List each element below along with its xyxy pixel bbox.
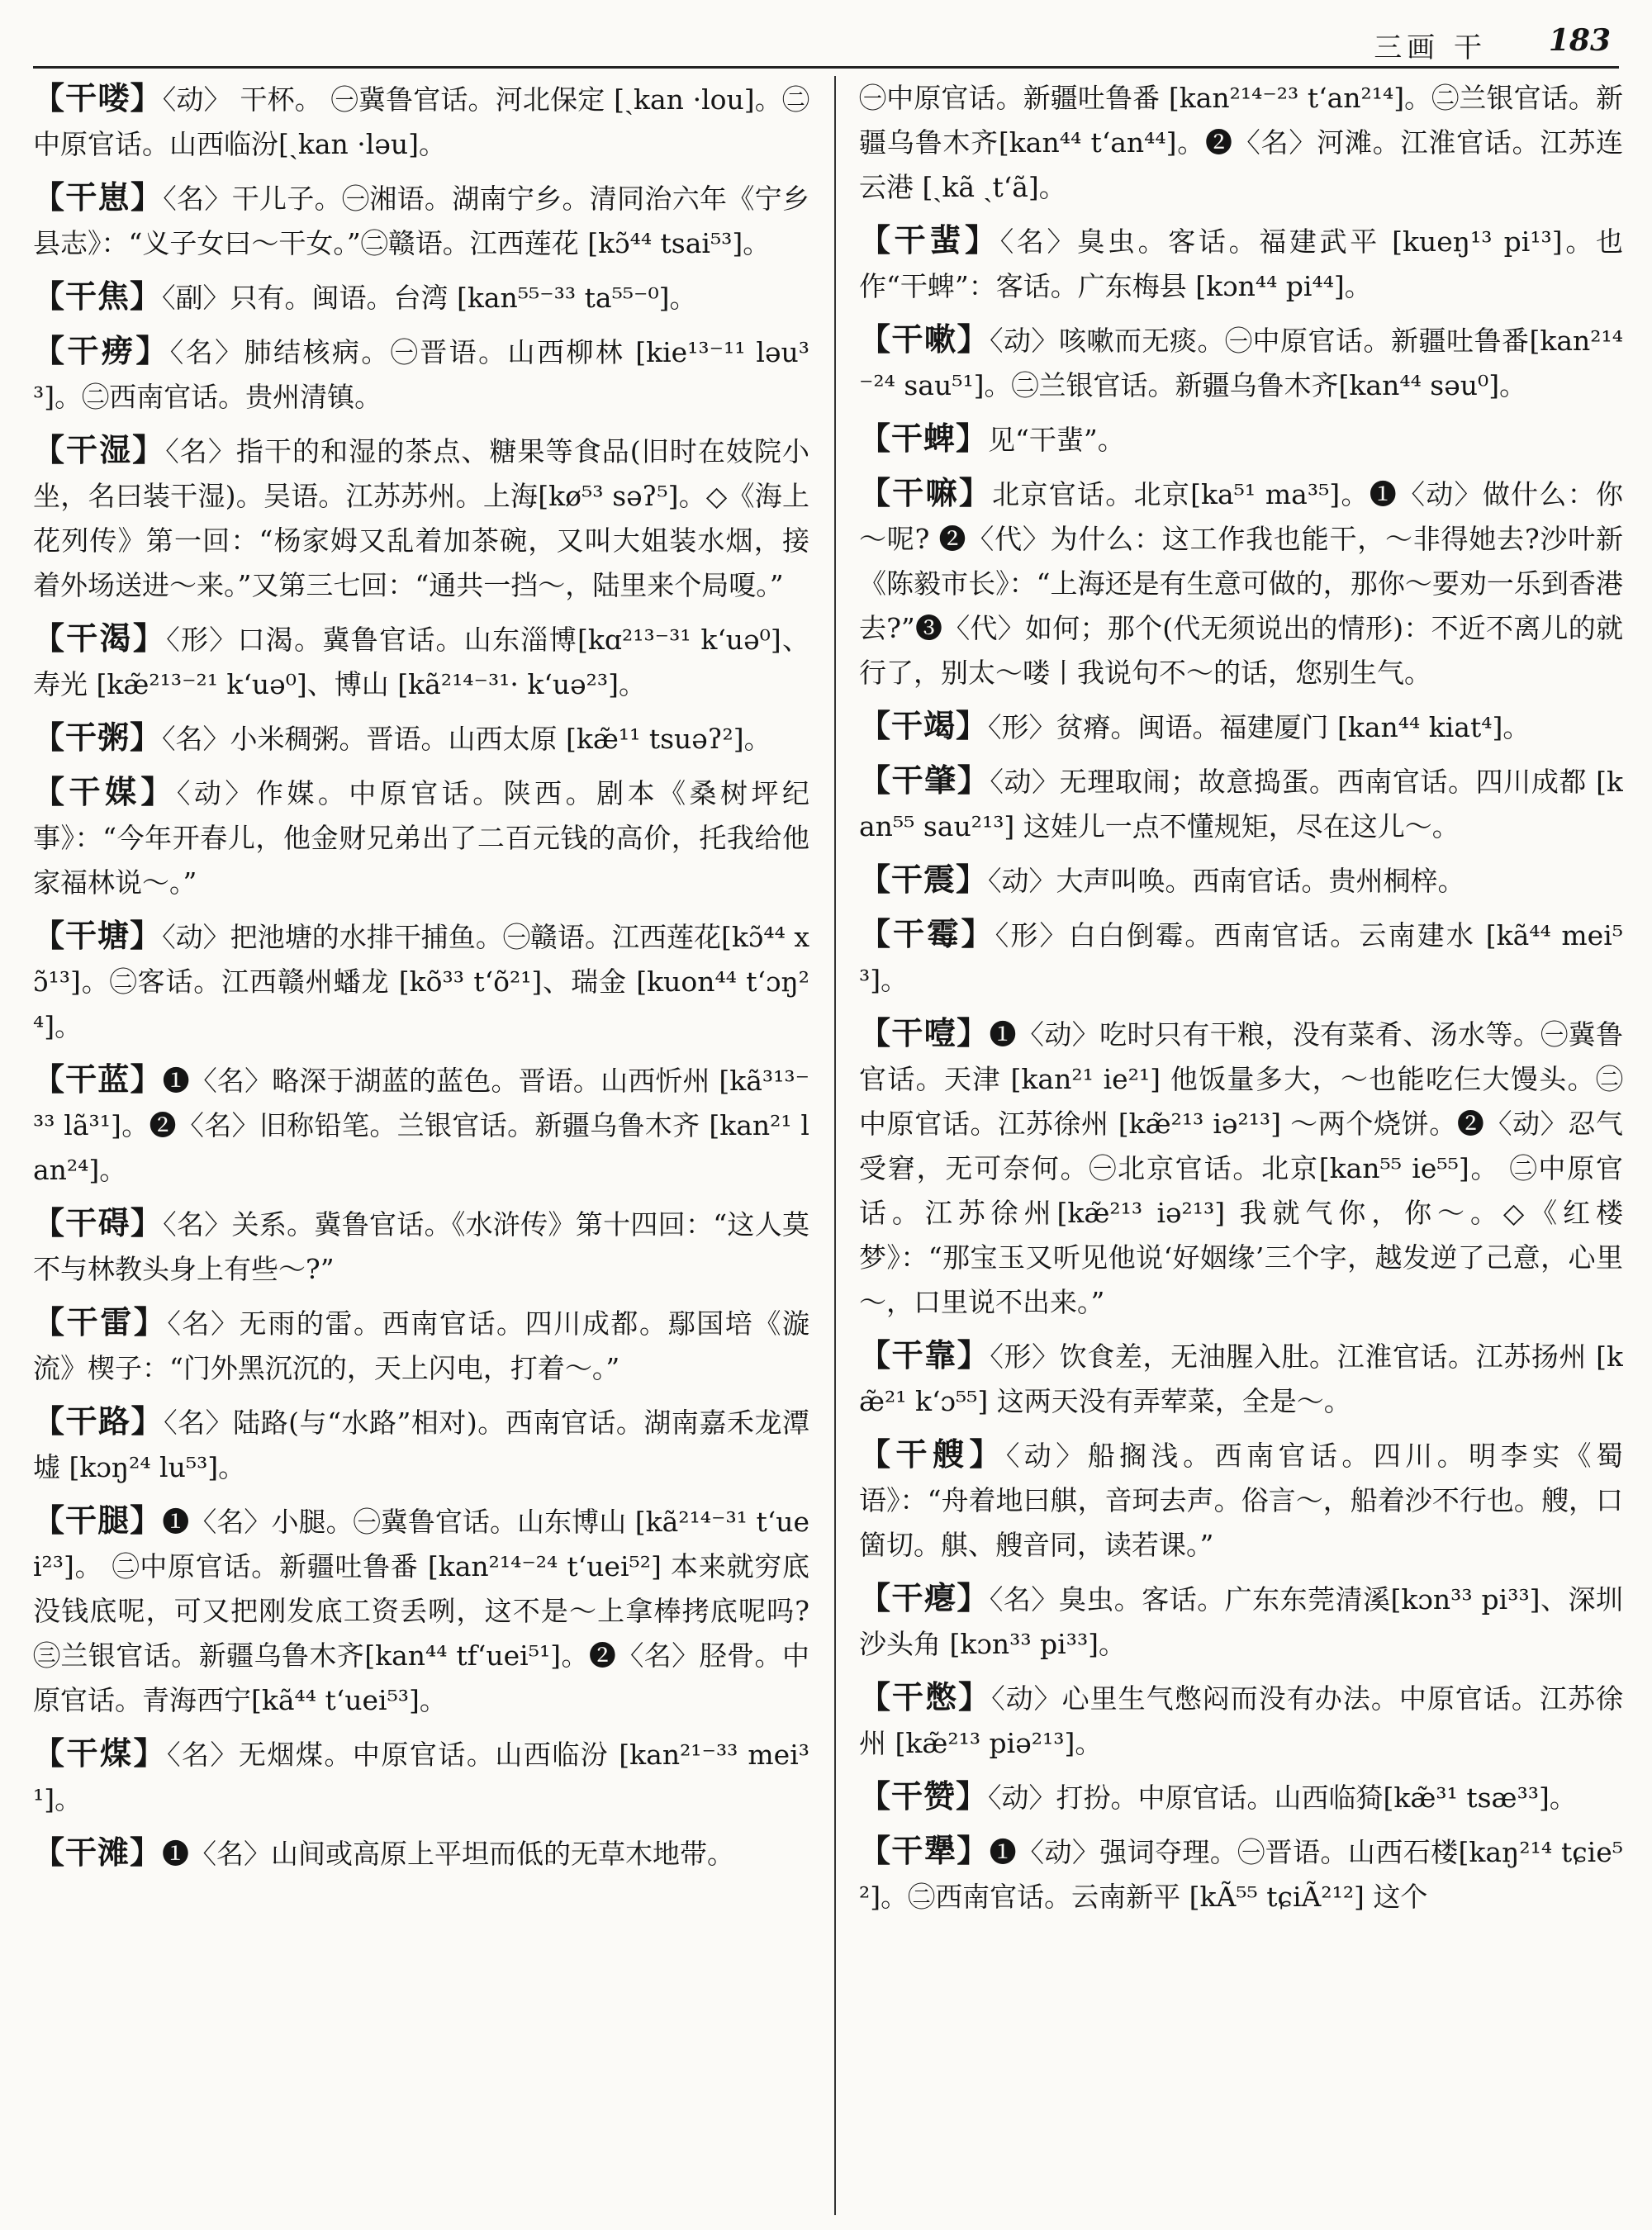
entry-definition: 〈动〉大声叫唤。西南官话。贵州桐梓。 [988, 865, 1465, 897]
entry-definition: 〈动〉把池塘的水排干捕鱼。㊀赣语。江西莲花[kɔ̃⁴⁴ xɔ̃¹³]。㊁客话。江西赣州蟠龙 [kõ³³ t‘õ²¹]、瑞金 [kuon⁴⁴ t‘ɔŋ²⁴]。 [33, 921, 809, 1042]
entry-headword: 【干竭】 [859, 707, 989, 744]
dictionary-entry [859, 1774, 1623, 1820]
dictionary-entry [33, 1057, 809, 1193]
dictionary-entry [859, 758, 1623, 849]
entry-headword: 【干滩】 [33, 1834, 163, 1871]
entry-definition: 〈名〉陆路(与“水路”相对)。西南官话。湖南嘉禾龙潭墟 [kɔŋ²⁴ lu⁵³]。 [33, 1407, 809, 1483]
dictionary-entry [33, 76, 809, 167]
dictionary-entry [33, 616, 809, 707]
dictionary-entry [859, 1829, 1623, 1919]
entry-headword: 【干嗽】 [859, 320, 990, 358]
dictionary-entry [859, 1333, 1623, 1424]
entry-definition: 〈动〉打扮。中原官话。山西临猗[kæ̃³¹ tsæ³³]。 [988, 1782, 1577, 1814]
dictionary-entry [33, 274, 809, 320]
entry-definition: 〈动〉无理取闹；故意捣蛋。西南官话。四川成都 [kan⁵⁵ sau²¹³] 这娃儿一点不懂规矩，尽在这儿～。 [859, 766, 1623, 842]
dictionary-entry [33, 175, 809, 266]
entry-definition: ❶〈动〉强词夺理。㊀晋语。山西石楼[kaŋ²¹⁴ tɕie⁵²]。㊁西南官话。云南新平 [kÃ⁵⁵ tɕiÃ²¹²] 这个 [859, 1836, 1623, 1913]
entry-definition: 〈名〉臭虫。客话。广东东莞清溪[kɔn³³ pi³³]、深圳沙头角 [kɔn³³ pi³³]。 [859, 1583, 1623, 1660]
dictionary-entry [33, 913, 809, 1049]
dictionary-entry [859, 1432, 1623, 1568]
dictionary-entry [859, 471, 1623, 695]
dictionary-entry [859, 1675, 1623, 1766]
entry-definition: ❶〈名〉山间或高原上平坦而低的无草木地带。 [162, 1838, 735, 1870]
entry-definition: 〈名〉干儿子。㊀湘语。湖南宁乡。清同治六年《宁乡县志》：“义子女曰～干女。”㊁赣语。江西莲花 [kɔ̃⁴⁴ tsai⁵³]。 [33, 183, 809, 259]
dictionary-entry [33, 715, 809, 762]
dictionary-entry [33, 770, 809, 905]
entry-definition: 〈形〉饮食差，无油腥入肚。江淮官话。江苏扬州 [kæ̃²¹ k‘ɔ⁵⁵] 这两天没有弄荤菜，全是～。 [859, 1340, 1623, 1417]
dictionary-entry [33, 1731, 809, 1822]
column-divider [834, 76, 836, 2215]
entry-headword: 【干崽】 [33, 178, 164, 216]
dictionary-entry [33, 1300, 809, 1391]
entry-definition: ❶〈名〉小腿。㊀冀鲁官话。山东博山 [kã²¹⁴⁻³¹ t‘uei²³]。 ㊁中原官话。新疆吐鲁番 [kan²¹⁴⁻²⁴ t‘uei⁵²] 本来就穷底没钱底呢，可又把刚发底工资丢咧，这不是～上拿棒拷底呢吗?㊂兰银官话。新疆乌鲁木齐[kan⁴⁴ tf‘uei⁵¹]。❷〈名〉胫骨。中原官话。青海西宁[kã⁴⁴ t‘uei⁵³]。 [33, 1506, 809, 1716]
dictionary-entry [859, 76, 1623, 210]
dictionary-entry [859, 912, 1623, 1003]
entry-headword: 【干蜱】 [859, 420, 989, 457]
left-column [33, 76, 809, 2215]
entry-headword: 【干蓝】 [33, 1060, 163, 1098]
entry-headword: 【干肇】 [859, 762, 990, 799]
dictionary-entry [33, 428, 809, 608]
dictionary-entry [859, 1576, 1623, 1667]
entry-definition: 〈动〉 干杯。 ㊀冀鲁官话。河北保定 [ˏkan ·lou]。㊁中原官话。山西临汾[ˏkan ·ləu]。 [33, 83, 809, 160]
dictionary-entry [859, 416, 1623, 463]
entry-definition: 北京官话。北京[ka⁵¹ ma³⁵]。❶〈动〉做什么：你～呢? ❷〈代〉为什么：这工作我也能干，～非得她去?沙叶新《陈毅市长》：“上海还是有生意可做的，那你～要劝一乐到香港去?”❸〈代〉如何；那个(代无须说出的情形)：不近不离儿的就行了，别太～喽丨我说句不～的话，您别生气。 [859, 478, 1623, 689]
entry-definition: 〈副〉只有。闽语。台湾 [kan⁵⁵⁻³³ ta⁵⁵⁻⁰]。 [162, 282, 697, 314]
entry-definition: 〈动〉作媒。中原官话。陕西。剧本《桑树坪纪事》：“今年开春儿，他金财兄弟出了二百元钱的高价，托我给他家福林说～。” [33, 777, 809, 899]
right-column [859, 76, 1623, 2215]
entry-definition: 〈名〉肺结核病。㊀晋语。山西柳林 [kie¹³⁻¹¹ ləu³³]。㊁西南官话。贵州清镇。 [33, 336, 809, 413]
entry-definition: 〈名〉无雨的雷。西南官话。四川成都。鄢国培《漩流》楔子：“门外黑沉沉的，天上闪电，打着～。” [33, 1307, 809, 1384]
entry-headword: 【干媒】 [33, 773, 177, 810]
entry-definition: 〈动〉船搁浅。西南官话。四川。明李实《蜀语》：“舟着地曰䑴，音珂去声。俗言～，船着沙不行也。艘，口箇切。䑴、艘音同，读若课。” [859, 1440, 1623, 1561]
entry-headword: 【干艘】 [859, 1435, 1006, 1473]
entry-headword: 【干雷】 [33, 1303, 168, 1340]
entry-headword: 【干噎】 [859, 1014, 990, 1051]
entry-definition: 〈动〉心里生气憋闷而没有办法。中原官话。江苏徐州 [kæ̃²¹³ piə²¹³]。 [859, 1682, 1623, 1759]
entry-headword: 【干喽】 [33, 79, 163, 116]
entry-definition: ❶〈名〉略深于湖蓝的蓝色。晋语。山西忻州 [kã³¹³⁻³³ lã³¹]。❷〈名〉旧称铅笔。兰银官话。新疆乌鲁木齐 [kan²¹ lan²⁴]。 [33, 1065, 809, 1186]
page-number: 183 [1548, 23, 1611, 58]
entry-definition: 〈形〉口渴。冀鲁官话。山东淄博[kɑ²¹³⁻³¹ k‘uə⁰]、寿光 [kæ̃²¹³⁻²¹ k‘uə⁰]、博山 [kã²¹⁴⁻³¹· k‘uə²³]。 [33, 624, 809, 700]
entry-headword: 【干粥】 [33, 719, 163, 756]
entry-definition: 〈名〉小米稠粥。晋语。山西太原 [kæ̃¹¹ tsuəʔ²]。 [162, 723, 771, 755]
entry-definition: ❶〈动〉吃时只有干粮，没有菜肴、汤水等。㊀冀鲁官话。天津 [kan²¹ ie²¹] 他饭量多大，～也能吃仨大馒头。㊁中原官话。江苏徐州 [kæ̃²¹³ iə²¹³] ～两个烧饼。❷〈动〉忍气受窘，无可奈何。㊀北京官话。北京[kan⁵⁵ ie⁵⁵]。 ㊁中原官话。江苏徐州[kæ̃²¹³ iə²¹³] 我就气你，你～。◇《红楼梦》：“那宝玉又听见他说‘好姻缘’三个字，越发逆了己意，心里～，口里说不出来。” [859, 1018, 1623, 1318]
entry-headword: 【干碍】 [33, 1204, 164, 1241]
entry-definition: 〈形〉白白倒霉。西南官话。云南建水 [kã⁴⁴ mei⁵³]。 [859, 919, 1623, 996]
section-title: 三画 干 [1374, 31, 1487, 64]
entry-headword: 【干路】 [33, 1402, 164, 1440]
entry-definition: 〈形〉贫瘠。闽语。福建厦门 [kan⁴⁴ kiat⁴]。 [988, 711, 1531, 743]
entry-headword: 【干腿】 [33, 1502, 163, 1539]
entry-headword: 【干痨】 [33, 332, 170, 369]
entry-definition: 〈名〉指干的和湿的茶点、糖果等食品(旧时在妓院小坐，名曰装干湿)。吴语。江苏苏州。上海[kø⁵³ səʔ⁵]。◇《海上花列传》第一回：“杨家姆又乱着加茶碗，又叫大姐装水烟，接着外场送进～来。”又第三七回：“通共一挡～，陆里来个局嗄。” [33, 435, 809, 601]
entry-definition: 〈动〉咳嗽而无痰。㊀中原官话。新疆吐鲁番[kan²¹⁴⁻²⁴ sau⁵¹]。㊁兰银官话。新疆乌鲁木齐[kan⁴⁴ səu⁰]。 [859, 325, 1623, 401]
dictionary-entry [859, 857, 1623, 904]
entry-headword: 【干蜚】 [859, 221, 1000, 259]
dictionary-entry [859, 317, 1623, 408]
entry-definition: ㊀中原官话。新疆吐鲁番 [kan²¹⁴⁻²³ t‘an²¹⁴]。㊁兰银官话。新疆乌鲁木齐[kan⁴⁴ t‘an⁴⁴]。❷〈名〉河滩。江淮官话。江苏连云港 [ˏkã ˏt‘ã]。 [859, 82, 1623, 203]
entry-headword: 【干湿】 [33, 431, 166, 468]
entry-headword: 【干煤】 [33, 1734, 167, 1772]
entry-headword: 【干瘪】 [859, 1579, 990, 1616]
dictionary-entry [859, 704, 1623, 750]
entry-headword: 【干焦】 [33, 278, 163, 315]
page-header [33, 18, 1619, 69]
dictionary-entry [33, 1201, 809, 1292]
dictionary-entry [859, 1011, 1623, 1325]
entry-headword: 【干霉】 [859, 915, 995, 952]
dictionary-entry [859, 218, 1623, 309]
entry-definition: 〈名〉关系。冀鲁官话。《水浒传》第十四回：“这人莫不与林教头身上有些～?” [33, 1208, 809, 1285]
entry-headword: 【干赞】 [859, 1777, 989, 1815]
entry-headword: 【干震】 [859, 861, 989, 898]
dictionary-entry [33, 329, 809, 420]
entry-definition: 见“干蜚”。 [988, 424, 1125, 456]
dictionary-entry [33, 1399, 809, 1490]
entry-headword: 【干渴】 [33, 619, 167, 657]
dictionary-entry [33, 1830, 809, 1877]
entry-definition: 〈名〉无烟煤。中原官话。山西临汾 [kan²¹⁻³³ mei³¹]。 [33, 1739, 809, 1815]
entry-definition: 〈名〉臭虫。客话。福建武平 [kueŋ¹³ pi¹³]。也作“干蜱”：客话。广东梅县 [kɔn⁴⁴ pi⁴⁴]。 [859, 225, 1623, 302]
entry-headword: 【干嘛】 [859, 474, 993, 511]
entry-headword: 【干塘】 [33, 917, 163, 954]
entry-headword: 【干憋】 [859, 1678, 992, 1715]
entry-headword: 【干靠】 [859, 1336, 990, 1374]
entry-headword: 【干犟】 [859, 1832, 990, 1869]
dictionary-entry [33, 1498, 809, 1723]
